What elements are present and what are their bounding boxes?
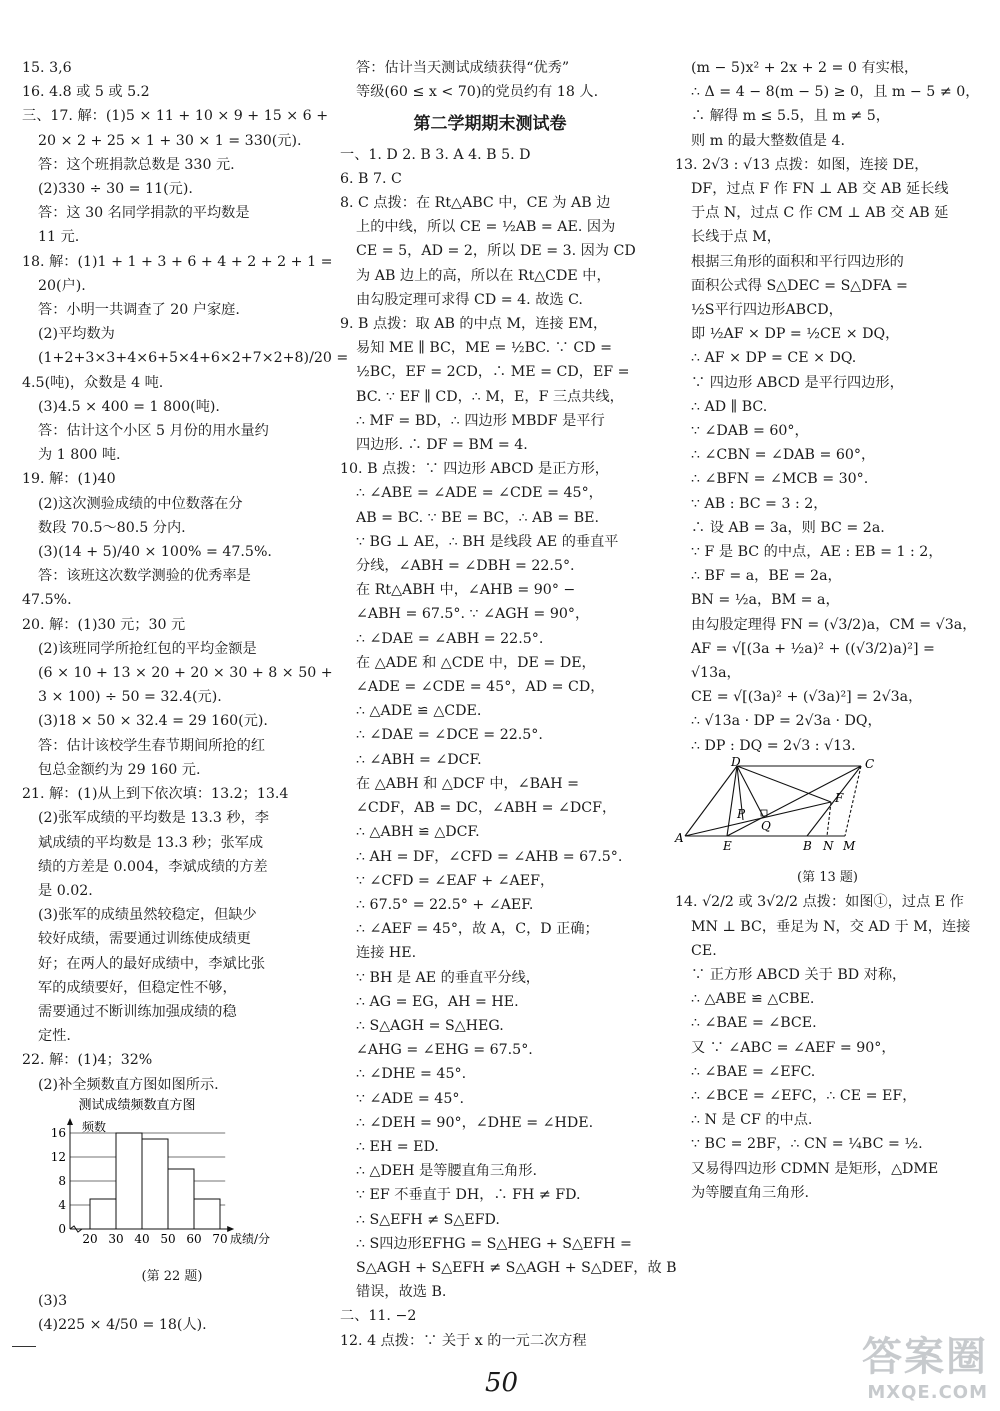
text-line: (3)张军的成绩虽然较稳定，但缺少 — [38, 907, 257, 924]
text-line: ∴ S△EFH ≠ S△EFD. — [356, 1211, 500, 1228]
y-tick-label: 12 — [50, 1149, 66, 1164]
y-tick-label: 8 — [58, 1173, 66, 1188]
x-tick-label: 70 — [212, 1231, 228, 1246]
text-line: 在 Rt△ABH 中，∠AHB = 90° − — [356, 582, 576, 599]
text-line: (1+2+3×3+4×6+5×4+6×2+7×2+8)/20 = — [38, 350, 349, 367]
text-line: ∴ ∠BFN = ∠MCB = 30°. — [691, 471, 869, 488]
text-line: 由勾股定理可求得 CD = 4. 故选 C. — [356, 291, 583, 308]
text-line: 8. C 点拨：在 Rt△ABC 中，CE 为 AB 边 — [340, 195, 611, 212]
text-line: 19. 解：(1)40 — [22, 471, 116, 488]
text-line: (m − 5)x² + 2x + 2 = 0 有实根， — [691, 60, 919, 76]
text-line: ∴ AD ∥ BC. — [691, 398, 768, 415]
text-line: MN ⊥ BC，垂足为 N，交 AD 于 M，连接 — [691, 918, 971, 935]
text-line: 22. 解：(1)4；32% — [22, 1052, 153, 1069]
text-line: 上的中线，所以 CE = ½AB = AE. 因为 — [356, 219, 616, 236]
text-line: 答：估计当天测试成绩获得“优秀” — [356, 60, 570, 76]
text-line: 答：估计这个小区 5 月份的用水量约 — [38, 423, 269, 440]
text-line: 答：估计该校学生春节期间所抢的红 — [38, 737, 266, 754]
text-line: ∴ △DEH 是等腰直角三角形. — [356, 1163, 538, 1180]
text-line: CE. — [691, 942, 717, 959]
text-line: ∴ ∠ABE = ∠ADE = ∠CDE = 45°， — [356, 485, 603, 502]
watermark-site: MXQE.COM — [867, 1382, 988, 1403]
histogram-figure — [22, 1097, 322, 1289]
histogram-bar — [194, 1199, 220, 1229]
text-line: ∴ N 是 CF 的中点. — [691, 1112, 813, 1129]
page-number: 50 — [485, 1368, 519, 1398]
watermark — [862, 1325, 988, 1403]
text-line: ∠ABH = 67.5°. ∵ ∠AGH = 90°， — [356, 606, 590, 623]
text-line: ∴ △ABE ≌ △CBE. — [691, 991, 815, 1008]
text-line: ∵ ∠CFD = ∠EAF + ∠AEF， — [356, 872, 555, 889]
footer-rule — [12, 1346, 36, 1347]
text-line: 根据三角形的面积和平行四边形的 — [691, 253, 904, 270]
text-line: 16. 4.8 或 5 或 5.2 — [22, 84, 150, 101]
text-line: ∴ EH = ED. — [356, 1138, 439, 1155]
text-line: 四边形. ∴ DF = BM = 4. — [356, 437, 528, 454]
text-line: ∴ ∠BCE = ∠EFC，∴ CE = EF， — [691, 1087, 917, 1104]
y-axis-label: 频数 — [82, 1119, 107, 1134]
point-label: M — [843, 838, 856, 853]
text-line: 15. 3,6 — [22, 60, 72, 76]
text-line: ∴ 67.5° = 22.5° + ∠AEF. — [356, 896, 534, 913]
text-line: ∵ 正方形 ABCD 关于 BD 对称， — [691, 966, 907, 983]
text-line: (3)3 — [38, 1293, 68, 1310]
text-line: 则 m 的最大整数值是 4. — [691, 132, 846, 149]
text-line: ∵ ∠ADE = 45°. — [356, 1090, 464, 1107]
point-label: D — [731, 754, 741, 769]
right-column-after-lines — [675, 890, 980, 1205]
text-line: 由勾股定理得 FN = (√3/2)a，CM = √3a， — [691, 616, 977, 633]
histogram-chart — [22, 1097, 271, 1257]
text-line: ∵ BH 是 AE 的垂直平分线， — [356, 969, 540, 986]
text-line: 需要通过不断训练加强成绩的稳 — [38, 1003, 237, 1020]
exam-title: 第二学期期末测试卷 — [413, 114, 567, 135]
text-line: ∴ ∠DAE = ∠DCE = 22.5°. — [356, 727, 543, 744]
text-line: ∠ADE = ∠CDE = 45°，AD = CD， — [356, 679, 605, 696]
text-line: 军的成绩要好，但稳定性不够， — [38, 979, 237, 996]
text-line: (2)补全频数直方图如图所示. — [38, 1076, 219, 1093]
text-line: 分线，∠ABH = ∠DBH = 22.5°. — [356, 558, 575, 575]
histogram-caption: (第 22 题) — [141, 1268, 203, 1284]
middle-column — [340, 56, 677, 1353]
text-line: 于点 N，过点 C 作 CM ⊥ AB 交 AB 延 — [691, 205, 949, 222]
text-line: 6. B 7. C — [340, 170, 402, 187]
text-line: 12. 4 点拨：∵ 关于 x 的一元二次方程 — [340, 1332, 587, 1349]
text-line: S△AGH + S△EFH ≠ S△AGH + S△DEF，故 B — [356, 1259, 677, 1276]
histogram-bar — [90, 1199, 116, 1229]
text-line: √13a， — [691, 665, 741, 682]
text-line: ∴ Δ = 4 − 8(m − 5) ≥ 0，且 m − 5 ≠ 0， — [691, 84, 980, 101]
text-line: ∴ BF = a，BE = 2a， — [691, 568, 842, 585]
text-line: 答：该班这次数学测验的优秀率是 — [38, 568, 251, 585]
text-line: BN = ½a，BM = a， — [691, 592, 840, 609]
text-line: 面积公式得 S△DEC = S△DFA = — [691, 277, 908, 294]
text-line: 20 × 2 + 25 × 1 + 30 × 1 = 330(元). — [38, 132, 302, 149]
text-line: ∴ AF × DP = CE × DQ. — [691, 350, 857, 367]
text-line: 三、17. 解：(1)5 × 11 + 10 × 9 + 15 × 6 + — [22, 108, 329, 125]
parallelogram-figure — [675, 754, 875, 858]
text-line: (3)(14 + 5)/40 × 100% = 47.5%. — [38, 544, 272, 561]
text-line: ∴ ∠DAE = ∠ABH = 22.5°. — [356, 630, 544, 647]
text-line: 13. 2√3 : √13 点拨：如图，连接 DE， — [675, 156, 929, 173]
text-line: ∵ BG ⊥ AE，∴ BH 是线段 AE 的垂直平 — [356, 533, 619, 550]
text-line: 一、1. D 2. B 3. A 4. B 5. D — [340, 146, 531, 163]
text-line: AB = BC. ∵ BE = BC，∴ AB = BE. — [356, 509, 600, 526]
text-line: 18. 解：(1)1 + 1 + 3 + 6 + 4 + 2 + 2 + 1 = — [22, 253, 333, 270]
text-line: (6 × 10 + 13 × 20 + 20 × 30 + 8 × 50 + — [38, 665, 333, 682]
text-line: ∴ ∠CBN = ∠DAB = 60°， — [691, 447, 876, 464]
left-column-after-lines — [22, 1289, 322, 1337]
text-line: 二、11. −2 — [340, 1308, 417, 1325]
x-tick-label: 40 — [134, 1231, 150, 1246]
text-line: 斌成绩的平均数是 13.3 秒；张军成 — [38, 834, 264, 851]
text-line: 在 △ABH 和 △DCF 中，∠BAH = — [356, 775, 580, 792]
text-line: ½BC，EF = 2CD，∴ ME = CD，EF = — [356, 364, 630, 381]
text-line: 21. 解：(1)从上到下依次填：13.2；13.4 — [22, 786, 289, 803]
text-line: ∴ ∠BAE = ∠BCE. — [691, 1015, 817, 1032]
text-line: ∴ ∠BAE = ∠EFC. — [691, 1063, 816, 1080]
text-line: ∵ 四边形 ABCD 是平行四边形， — [691, 374, 904, 391]
text-line: ∴ S△AGH = S△HEG. — [356, 1017, 504, 1034]
text-line: ∴ ∠DEH = 90°，∠DHE = ∠HDE. — [356, 1114, 594, 1131]
text-line: ½S平行四边形ABCD， — [691, 302, 843, 319]
y-tick-label: 16 — [50, 1125, 66, 1140]
text-line: 11 元. — [38, 229, 80, 246]
text-line: ∠AHG = ∠EHG = 67.5°. — [356, 1042, 533, 1059]
text-line: ∴ ∠DHE = 45°. — [356, 1066, 467, 1083]
text-line: 易知 ME ∥ BC，ME = ½BC. ∵ CD = — [356, 340, 612, 357]
point-label: E — [723, 838, 732, 853]
text-line: ∴ △ABH ≌ △DCF. — [356, 824, 480, 841]
left-column — [22, 56, 349, 1338]
text-line: 20(户). — [38, 277, 86, 294]
right-column-lines — [675, 56, 980, 758]
text-line: (3)4.5 × 400 = 1 800(吨). — [38, 398, 220, 415]
text-line: 较好成绩，需要通过训练使成绩更 — [38, 931, 251, 948]
text-line: (4)225 × 4/50 = 18(人). — [38, 1317, 207, 1334]
text-line: ∵ F 是 BC 的中点，AE : EB = 1 : 2， — [691, 544, 943, 561]
text-line: (2)这次测验成绩的中位数落在分 — [38, 495, 243, 512]
text-line: CE = 5，AD = 2，所以 DE = 3. 因为 CD — [356, 243, 636, 260]
text-line: ∴ S四边形EFHG = S△HEG + S△EFH = — [356, 1235, 632, 1252]
text-line: 是 0.02. — [38, 882, 93, 899]
middle-column-top-lines — [340, 56, 640, 104]
text-line: (3)18 × 50 × 32.4 = 29 160(元). — [38, 713, 268, 730]
text-line: (2)330 ÷ 30 = 11(元). — [38, 181, 193, 198]
watermark-logo: 答案圈 — [862, 1334, 988, 1380]
text-line: 3 × 100) ÷ 50 = 32.4(元). — [38, 689, 222, 706]
text-line: 47.5%. — [22, 592, 72, 609]
text-line: 又易得四边形 CDMN 是矩形，△DME — [691, 1160, 939, 1177]
x-tick-label: 20 — [82, 1231, 98, 1246]
point-label: F — [835, 790, 844, 805]
text-line: 为 1 800 吨. — [38, 447, 121, 464]
x-tick-label: 30 — [108, 1231, 124, 1246]
text-line: ∵ AB : BC = 3 : 2， — [691, 495, 828, 512]
histogram-bar — [142, 1139, 168, 1229]
text-line: 10. B 点拨：∵ 四边形 ABCD 是正方形， — [340, 461, 609, 478]
x-tick-label: 60 — [186, 1231, 202, 1246]
text-line: 即 ½AF × DP = ½CE × DQ， — [691, 326, 900, 343]
left-column-lines — [22, 56, 349, 1097]
right-column — [675, 56, 980, 1205]
text-line: ∴ AH = DF，∠CFD = ∠AHB = 67.5°. — [356, 848, 623, 865]
text-line: ∴ AG = EG，AH = HE. — [356, 993, 519, 1010]
text-line: 为等腰直角三角形. — [691, 1184, 810, 1201]
text-line: 9. B 点拨：取 AB 的中点 M，连接 EM， — [340, 316, 608, 333]
text-line: 好；在两人的最好成绩中，李斌比张 — [38, 955, 266, 972]
text-line: ∴ 设 AB = 3a，则 BC = 2a. — [691, 519, 885, 536]
text-line: ∴ △ADE ≌ △CDE. — [356, 703, 482, 720]
text-line: 答：这个班捐款总数是 330 元. — [38, 156, 235, 173]
text-line: ∠CDF，AB = DC，∠ABH = ∠DCF， — [356, 800, 617, 817]
text-line: ∵ ∠DAB = 60°， — [691, 423, 809, 440]
x-tick-label: 50 — [160, 1231, 176, 1246]
figure-13-caption: (第 13 题) — [797, 870, 858, 886]
text-line: 答：小明一共调查了 20 户家庭. — [38, 302, 240, 319]
figure-segment — [737, 766, 831, 802]
text-line: 错误，故选 B. — [356, 1284, 447, 1301]
text-line: ∴ DP : DQ = 2√3 : √13. — [691, 737, 856, 754]
x-axis-label: 成绩/分 — [230, 1231, 271, 1246]
middle-column-lines — [340, 143, 677, 1353]
text-line: (2)该班同学所抢红包的平均金额是 — [38, 640, 257, 657]
y-tick-label: 0 — [58, 1221, 66, 1236]
text-line: AF = √[(3a + ½a)² + ((√3/2)a)²] = — [691, 640, 935, 657]
text-line: 4.5(吨)，众数是 4 吨. — [22, 374, 164, 391]
text-line: 长线于点 M， — [691, 229, 781, 246]
text-line: 14. √2/2 或 3√2/2 点拨：如图①，过点 E 作 — [675, 894, 964, 911]
text-line: 等级(60 ≤ x < 70)的党员约有 18 人. — [356, 84, 599, 101]
point-label: P — [737, 806, 746, 821]
text-line: 连接 HE. — [356, 945, 417, 962]
text-line: (2)平均数为 — [38, 326, 115, 343]
text-line: ∵ BC = 2BF，∴ CN = ¼BC = ½. — [691, 1136, 923, 1153]
figure-13 — [675, 754, 980, 890]
chart-title: 测试成绩频数直方图 — [78, 1097, 196, 1113]
text-line: 在 △ADE 和 △CDE 中，DE = DE， — [356, 654, 596, 671]
text-line: (2)张军成绩的平均数是 13.3 秒，李 — [38, 810, 269, 827]
text-line: 包总金额约为 29 160 元. — [38, 761, 201, 778]
text-line: ∴ ∠ABH = ∠DCF. — [356, 751, 482, 768]
point-label: A — [675, 830, 684, 845]
y-axis-arrow — [67, 1118, 73, 1125]
text-line: 为 AB 边上的高，所以在 Rt△CDE 中， — [356, 267, 611, 284]
text-line: 数段 70.5～80.5 分内. — [38, 519, 186, 536]
text-line: ∴ 解得 m ≤ 5.5，且 m ≠ 5， — [691, 108, 890, 125]
text-line: 又 ∵ ∠ABC = ∠AEF = 90°， — [691, 1039, 896, 1056]
text-line: CE = √[(3a)² + (√3a)²] = 2√3a， — [691, 689, 923, 706]
text-line: 20. 解：(1)30 元；30 元 — [22, 616, 186, 633]
text-line: ∴ ∠AEF = 45°，故 A，C，D 正确； — [356, 921, 599, 938]
text-line: ∴ MF = BD，∴ 四边形 MBDF 是平行 — [356, 412, 605, 429]
text-line: 定性. — [38, 1028, 71, 1045]
histogram-bar — [168, 1169, 194, 1229]
text-line: ∴ √13a · DP = 2√3a · DQ， — [691, 713, 882, 730]
point-label: Q — [761, 818, 771, 833]
text-line: ∵ EF 不垂直于 DH，∴ FH ≠ FD. — [356, 1187, 581, 1204]
text-line: BC. ∵ EF ∥ CD，∴ M，E，F 三点共线， — [356, 388, 624, 405]
point-label: C — [865, 756, 875, 771]
y-tick-label: 4 — [58, 1197, 66, 1212]
text-line: 答：这 30 名同学捐款的平均数是 — [38, 205, 250, 222]
point-label: B — [803, 838, 812, 853]
text-line: 绩的方差是 0.004，李斌成绩的方差 — [38, 858, 268, 875]
text-line: DF，过点 F 作 FN ⊥ AB 交 AB 延长线 — [691, 181, 949, 198]
point-label: N — [823, 838, 834, 853]
histogram-bar — [116, 1133, 142, 1229]
